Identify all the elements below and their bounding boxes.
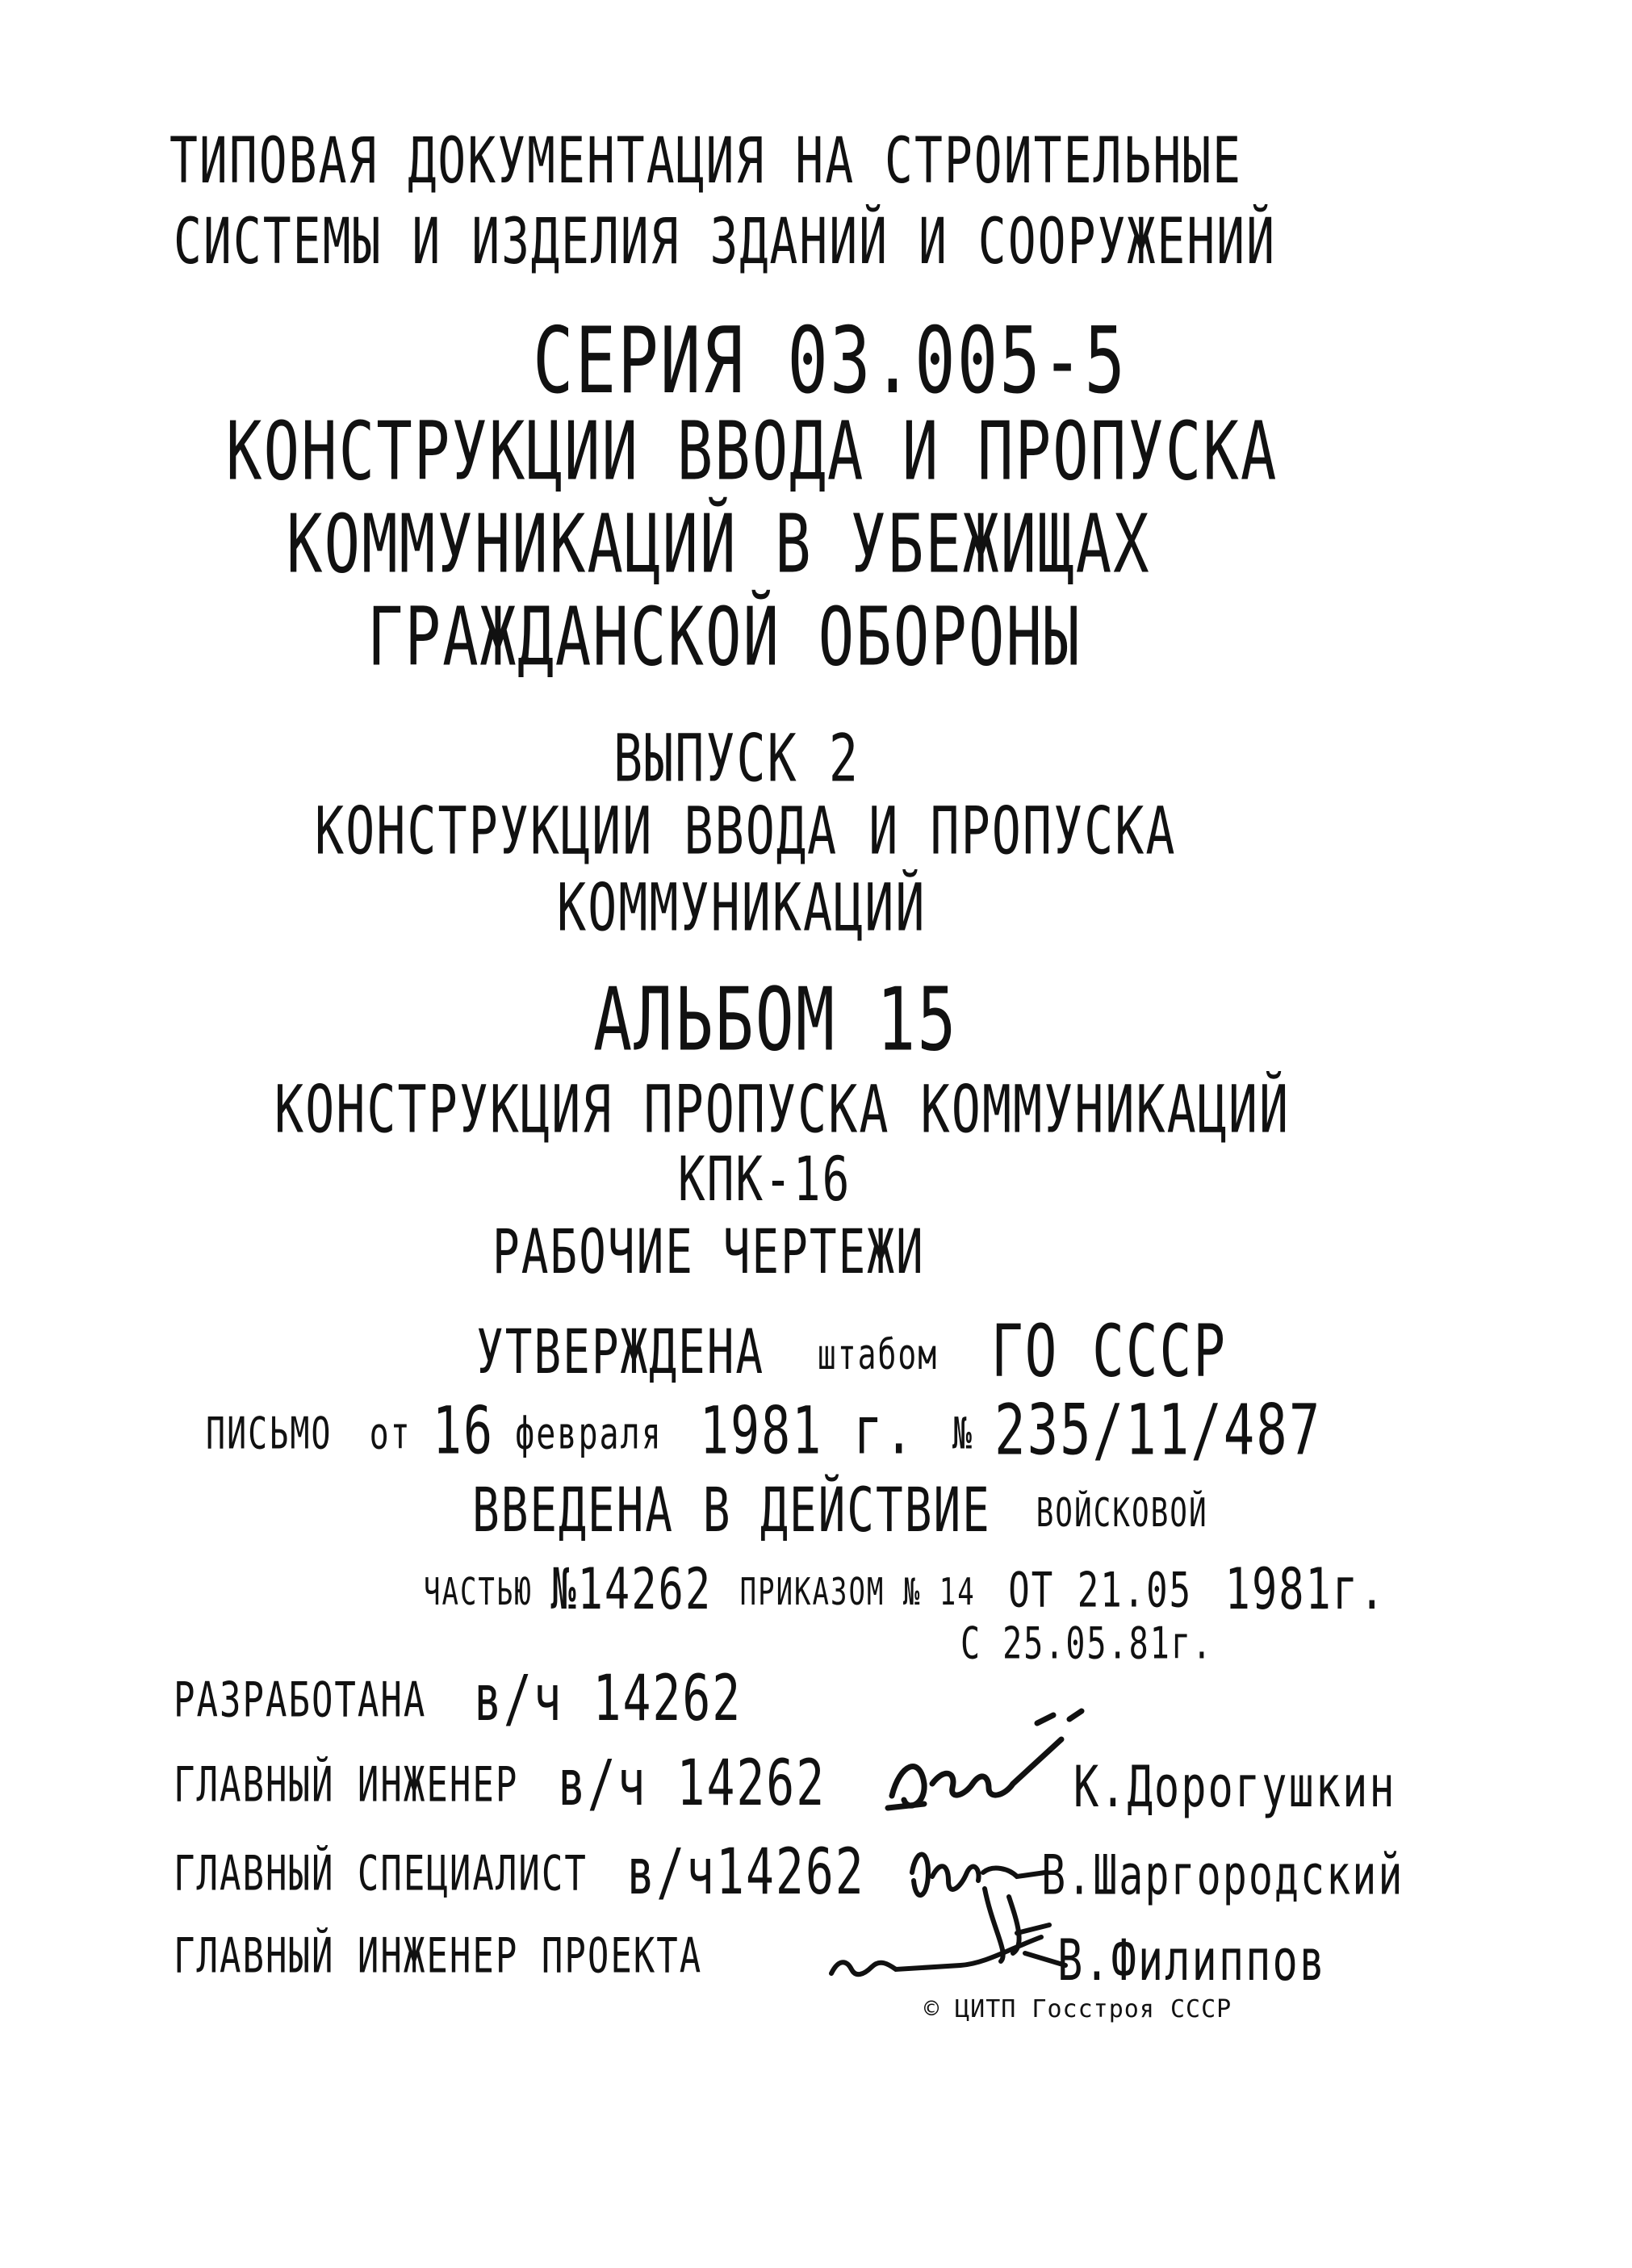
series-title-line-2: [287, 497, 1151, 592]
signature-filippov: [823, 1917, 1082, 2006]
album-title: [274, 1072, 1291, 1149]
chief-specialist-line: [174, 1835, 865, 1910]
album-title-text: КОНСТРУКЦИЯ ПРОПУСКА КОММУНИКАЦИЙ: [274, 1072, 1291, 1149]
album-label: [593, 969, 958, 1071]
chief-specialist-name-text: В.Шаргородский: [1041, 1843, 1404, 1907]
approved-text: УТВЕРЖДЕНА: [476, 1317, 765, 1388]
letter-from-text: от: [369, 1408, 412, 1460]
letter-number-text: 235/11/487: [994, 1391, 1322, 1472]
series-title-line-2-text: КОММУНИКАЦИЙ В УБЕЖИЩАХ: [287, 497, 1151, 592]
series-title-line-3-text: ГРАЖДАНСКОЙ ОБОРОНЫ: [367, 590, 1082, 684]
series-title-line-3: [367, 590, 1082, 684]
chief-specialist-name: [1041, 1843, 1404, 1907]
chief-engineer-unit: в/ч 14262: [557, 1746, 826, 1821]
approved-org-text: ГО СССР: [990, 1308, 1228, 1393]
series-title-line-1-text: КОНСТРУКЦИИ ВВОДА И ПРОПУСКА: [226, 404, 1278, 499]
developed-label: РАЗРАБОТАНА: [174, 1672, 427, 1729]
unit-number-text: №14262: [550, 1557, 713, 1623]
since-text: С 25.05.81г.: [960, 1618, 1213, 1670]
letter-month-text: февраля: [515, 1408, 663, 1460]
series-label: [533, 307, 1128, 414]
approved-by-text: штабом: [817, 1330, 939, 1379]
chief-specialist-label: ГЛАВНЫЙ СПЕЦИАЛИСТ: [174, 1846, 588, 1902]
album-kind-text: РАБОЧИЕ ЧЕРТЕЖИ: [492, 1217, 925, 1288]
project-engineer-name-text: В.Филиппов: [1057, 1928, 1327, 1994]
issue-title-line-2: [557, 870, 927, 947]
issue-title-line-2-text: КОММУНИКАЦИЙ: [557, 870, 927, 947]
series-label-text: СЕРИЯ 03.005-5: [533, 307, 1128, 414]
copyright-text: © ЦИТП Госстроя СССР: [924, 1995, 1232, 2023]
issue-title-line-1-text: КОНСТРУКЦИИ ВВОДА И ПРОПУСКА: [315, 793, 1177, 870]
letter-number-sign: №: [952, 1408, 973, 1460]
project-engineer-name: [1057, 1928, 1327, 1994]
approval-line: [476, 1308, 1228, 1393]
order-year-text: 1981г.: [1224, 1557, 1387, 1623]
chief-engineer-name-text: К.Дорогушкин: [1073, 1755, 1396, 1821]
project-engineer-line: [174, 1928, 703, 1985]
header-line-2: [174, 204, 1277, 279]
chief-engineer-line: [174, 1746, 826, 1821]
letter-line: [206, 1391, 1322, 1472]
album-kind: [492, 1217, 925, 1288]
chief-specialist-unit: в/ч14262: [626, 1835, 865, 1910]
order-text: ПРИКАЗОМ № 14: [739, 1570, 976, 1614]
header-line-2-text: СИСТЕМЫ И ИЗДЕЛИЯ ЗДАНИЙ И СООРУЖЕНИЙ: [174, 204, 1277, 279]
letter-label-text: ПИСЬМО: [206, 1408, 333, 1460]
order-date-text: ОТ 21.05: [1008, 1563, 1193, 1619]
enacted-by-text: ВОЙСКОВОЙ: [1036, 1491, 1208, 1537]
signature-dorogushkin: [876, 1707, 1142, 1836]
album-label-text: АЛЬБОМ 15: [593, 969, 958, 1071]
developed-line: [174, 1661, 743, 1736]
header-line-1: [169, 123, 1243, 199]
chief-engineer-label: ГЛАВНЫЙ ИНЖЕНЕР: [174, 1757, 519, 1814]
series-title-line-1: [226, 404, 1278, 499]
album-code: [678, 1144, 852, 1216]
header-line-1-text: ТИПОВАЯ ДОКУМЕНТАЦИЯ НА СТРОИТЕЛЬНЫЕ: [169, 123, 1243, 199]
issue-title-line-1: [315, 793, 1177, 870]
unit-line: [424, 1557, 1387, 1623]
enacted-text: ВВЕДЕНА В ДЕЙСТВИЕ: [472, 1475, 991, 1546]
since-line: [960, 1618, 1213, 1670]
issue-label-text: ВЫПУСК 2: [613, 721, 860, 797]
issue-label: [613, 721, 860, 797]
project-engineer-label: ГЛАВНЫЙ ИНЖЕНЕР ПРОЕКТА: [174, 1928, 703, 1985]
letter-year-text: 1981 г.: [699, 1393, 915, 1470]
developed-value: в/ч 14262: [473, 1661, 743, 1736]
unit-label-text: ЧАСТЬЮ: [424, 1570, 533, 1614]
enacted-line: [472, 1475, 1208, 1546]
album-code-text: КПК-16: [678, 1144, 852, 1216]
letter-day-text: 16: [432, 1393, 495, 1470]
